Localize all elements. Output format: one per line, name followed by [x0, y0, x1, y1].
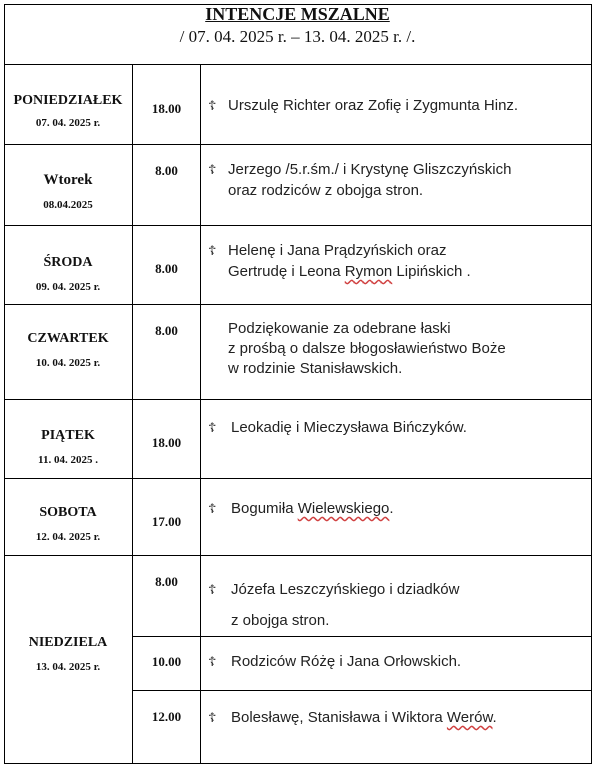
day-name: PIĄTEK [41, 428, 95, 443]
row-line [4, 555, 592, 556]
row-line [4, 225, 592, 226]
header-bottom-line [4, 64, 592, 65]
cross-icon: ☦ [208, 502, 217, 517]
row-line [4, 144, 592, 145]
day-wednesday [4, 255, 132, 293]
day-monday [4, 93, 132, 129]
day-date: 08.04.2025 [43, 199, 93, 211]
day-friday [4, 428, 132, 466]
intention: ☦ Jerzego /5.r.śm./ i Krystynę Gliszczyńskich oraz rodziców z obojga stron. [208, 161, 512, 199]
day-name: CZWARTEK [27, 331, 109, 346]
mass-time: 18.00 [151, 101, 182, 116]
cross-icon: ☦ [208, 163, 217, 178]
page-title: INTENCJE MSZALNE [205, 4, 390, 24]
intention: ☦ Bolesławę, Stanisława i Wiktora Werów. [208, 708, 497, 729]
row-line [4, 304, 592, 305]
day-date: 11. 04. 2025 . [38, 454, 98, 466]
intention: Podziękowanie za odebrane łaski z prośbą o dalsze błogosławieństwo Boże w rodzinie Stanisławskich. [228, 320, 506, 377]
sunday-sub-line [132, 690, 592, 691]
cross-icon: ☦ [208, 655, 217, 670]
mass-time: 8.00 [155, 323, 178, 338]
cross-icon: ☦ [208, 421, 217, 436]
mass-time: 10.00 [151, 654, 182, 669]
sunday-sub-line [132, 636, 592, 637]
day-name: NIEDZIELA [28, 635, 108, 650]
mass-time: 18.00 [151, 435, 182, 450]
row-line [4, 399, 592, 400]
border-bottom [4, 763, 592, 764]
day-date: 09. 04. 2025 r. [35, 281, 101, 293]
date-range: / 07. 04. 2025 r. – 13. 04. 2025 r. /. [179, 27, 416, 46]
day-saturday [4, 505, 132, 543]
day-name: SOBOTA [39, 505, 97, 520]
day-date: 12. 04. 2025 r. [35, 531, 101, 543]
intention: ☦ Urszulę Richter oraz Zofię i Zygmunta Hinz. [208, 96, 518, 117]
mass-time: 12.00 [151, 709, 182, 724]
cross-icon: ☦ [208, 244, 217, 259]
row-line [4, 478, 592, 479]
intention: ☦ Bogumiła Wielewskiego. [208, 499, 394, 520]
day-name: PONIEDZIAŁEK [13, 93, 123, 108]
border-right [591, 4, 592, 764]
cross-icon: ☦ [208, 583, 217, 598]
intention: ☦ Rodziców Różę i Jana Orłowskich. [208, 652, 461, 673]
day-date: 07. 04. 2025 r. [35, 117, 101, 129]
day-date: 10. 04. 2025 r. [35, 357, 101, 369]
day-thursday [4, 331, 132, 369]
intention: ☦ Leokadię i Mieczysława Bińczyków. [208, 418, 467, 439]
cross-icon: ☦ [208, 99, 217, 114]
mass-time: 8.00 [155, 163, 178, 178]
column-line-time [200, 64, 201, 764]
day-tuesday [4, 172, 132, 211]
cross-icon: ☦ [208, 711, 217, 726]
mass-time: 17.00 [151, 514, 182, 529]
day-name: Wtorek [43, 172, 93, 188]
day-sunday [4, 635, 132, 673]
day-date: 13. 04. 2025 r. [35, 661, 101, 673]
intention: ☦ Helenę i Jana Prądzyńskich oraz Gertrudę i Leona Rymon Lipińskich . [208, 242, 471, 280]
mass-time: 8.00 [155, 261, 178, 276]
day-name: ŚRODA [43, 255, 93, 270]
intention: ☦ Józefa Leszczyńskiego i dziadków z obojga stron. [208, 575, 459, 636]
mass-time: 8.00 [155, 574, 178, 589]
